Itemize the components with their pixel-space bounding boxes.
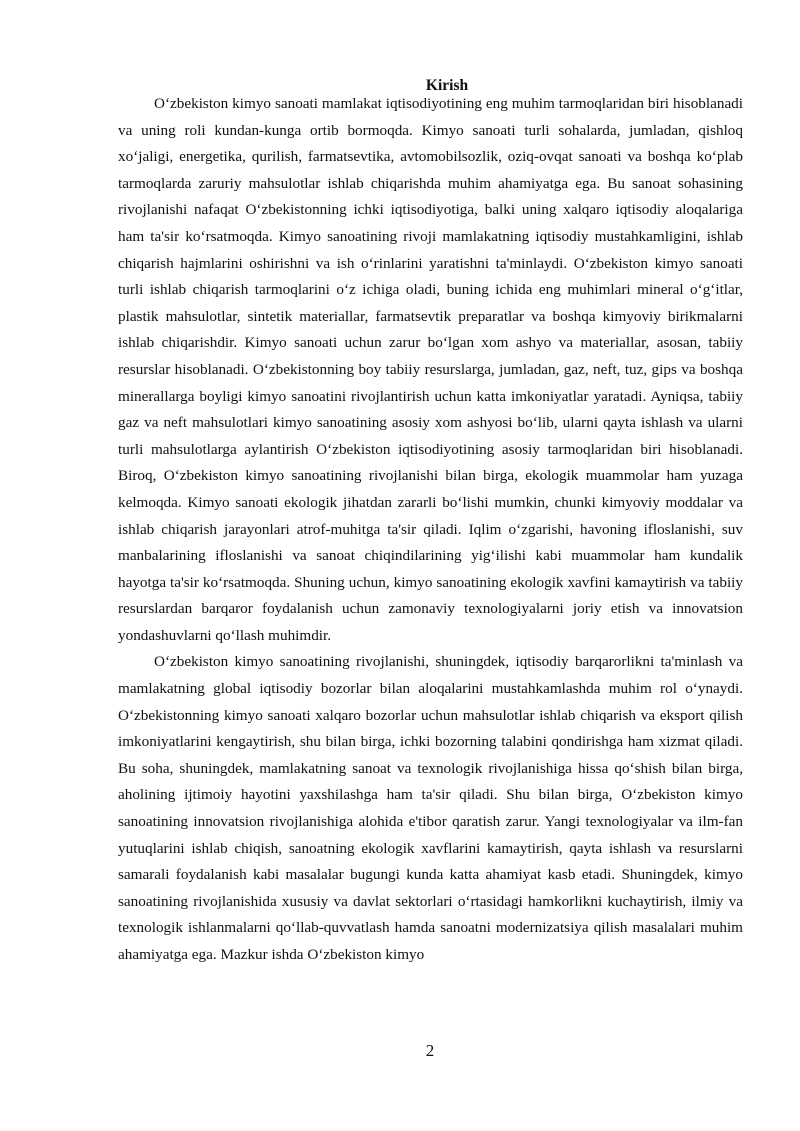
paragraph: O‘zbekiston kimyo sanoati mamlakat iqtisodiyotining eng muhim tarmoqlaridan biri hisoblanadi va uning roli kundan-kunga ortib bormoqda. Kimyo sanoati turli sohalarda, jumladan, qishloq xo‘jaligi, energetika, qurilish, farmatsevtika, avtomobilsozlik, oziq-ovqat sanoati va boshqa ko‘plab tarmoqlarda zaruriy mahsulotlar ishlab chiqarishda muhim ahamiyatga ega. Bu sanoat sohasining rivojlanishi nafaqat O‘zbekistonning ichki iqtisodiyotiga, balki uning xalqaro iqtisodiy aloqalariga ham ta'sir ko‘rsatmoqda. Kimyo sanoatining rivoji mamlakatning iqtisodiy mustahkamligini, ishlab chiqarish hajmlarini oshirishni va ish o‘rinlarini yaratishni ta'minlaydi. O‘zbekiston kimyo sanoati turli ishlab chiqarish tarmoqlarini o‘z ichiga oladi, buning ichida eng muhimlari mineral o‘g‘itlar, plastik mahsulotlar, sintetik materiallar, farmatsevtik preparatlar va boshqa kimyoviy birikmalarni ishlab chiqarishdir. Kimyo sanoati uchun zarur bo‘lgan xom ashyo va materiallar, asosan, tabiiy resurslar hisoblanadi. O‘zbekistonning boy tabiiy resurslarga, jumladan, gaz, neft, tuz, gips va boshqa minerallarga boyligi kimyo sanoatini rivojlantirish uchun katta imkoniyatlar yaratadi. Ayniqsa, tabiiy gaz va neft mahsulotlari kimyo sanoatining asosiy xom ashyosi bo‘lib, ularni qayta ishlash va ularni turli mahsulotlarga aylantirish O‘zbekiston iqtisodiyotining asosiy tarmoqlaridan biri hisoblanadi. Biroq, O‘zbekiston kimyo sanoatining rivojlanishi bilan birga, ekologik muammolar ham yuzaga kelmoqda. Kimyo sanoati ekologik jihatdan zararli bo‘lishi mumkin, chunki kimyoviy moddalar va ishlab chiqarish jarayonlari atrof-muhitga ta'sir qiladi. Iqlim o‘zgarishi, havoning ifloslanishi, suv manbalarining ifloslanishi va sanoat chiqindilarining yig‘ilishi kabi muammolar ham kundalik hayotga ta'sir ko‘rsatmoqda. Shuning uchun, kimyo sanoatining ekologik xavfini kamaytirish va tabiiy resurslardan barqaror foydalanish uchun zamonaviy texnologiyalarni joriy etish va innovatsion yondashuvlarni qo‘llash muhimdir. [118,95,743,644]
body-text [118,91,743,969]
page-number: 2 [425,1041,435,1060]
section-title: Kirish [425,77,469,94]
paragraph: O‘zbekiston kimyo sanoatining rivojlanishi, shuningdek, iqtisodiy barqarorlikni ta'minlash va mamlakatning global iqtisodiy bozorlar bilan aloqalarini mustahkamlashda muhim rol o‘ynaydi. O‘zbekistonning kimyo sanoati xalqaro bozorlar uchun mahsulotlar ishlab chiqarish va eksport qilish imkoniyatlarini kengaytirish, shu bilan birga, ichki bozorning talabini qondirishga ham xizmat qiladi. Bu soha, shuningdek, mamlakatning sanoat va texnologik rivojlanishiga hissa qo‘shish bilan birga, aholining ijtimoiy hayotini yaxshilashga ham ta'sir qiladi. Shu bilan birga, O‘zbekiston kimyo sanoatining innovatsion rivojlanishiga alohida e'tibor qaratish zarur. Yangi texnologiyalar va ilm-fan yutuqlarini ishlab chiqish, sanoatning ekologik xavflarini kamaytirish, qayta ishlash va resurslarni samarali foydalanish kabi masalalar bugungi kunda katta ahamiyat kasb etadi. Shuningdek, kimyo sanoatining rivojlanishida xususiy va davlat sektorlari o‘rtasidagi hamkorlikni kuchaytirish, ilmiy va texnologik ishlanmalarni qo‘llab-quvvatlash hamda sanoatni modernizatsiya qilish masalalari muhim ahamiyatga ega. Mazkur ishda O‘zbekiston kimyo [118,653,743,963]
